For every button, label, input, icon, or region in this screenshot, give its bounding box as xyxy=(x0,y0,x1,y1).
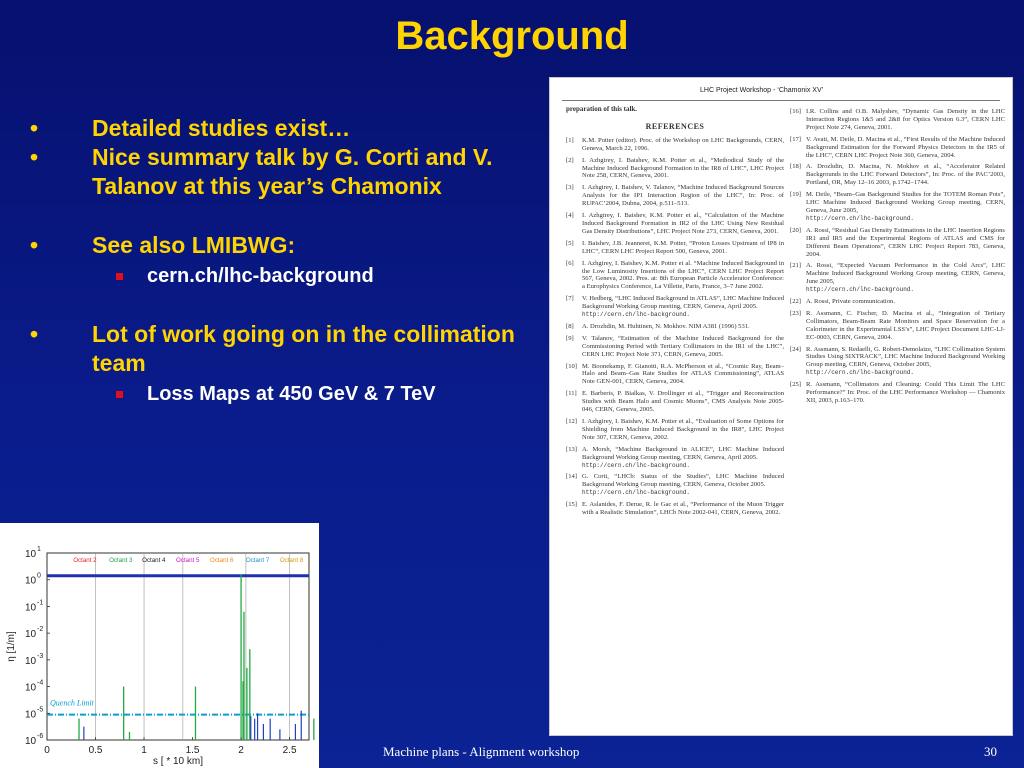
reference-url: http://cern.ch/lhc-background. xyxy=(806,286,915,294)
reference-number: [24] xyxy=(790,345,801,353)
y-tick-exponent: 1 xyxy=(37,546,41,553)
y-tick-label: 10 xyxy=(25,736,37,747)
x-tick-label: 2 xyxy=(238,745,244,756)
reference-text: A. Rossi, Private communication. xyxy=(806,298,896,306)
reference-item xyxy=(566,240,784,256)
reference-item xyxy=(790,191,1005,223)
reference-text: I. Azhgirey, I. Baishev, V. Talanov, “Machine Induced Background Sources Analysis for the IP1 Interaction Region of the LHC”, In: Proc. of RUPAC’2004, Dubna, 2004, p.511–513. xyxy=(582,184,784,208)
y-tick-label: 10 xyxy=(25,549,37,560)
reference-number: [2] xyxy=(566,156,574,164)
octant-label: Octant 2 xyxy=(73,557,97,564)
reference-number: [9] xyxy=(566,334,574,342)
bullet-text: Nice summary talk by G. Corti and V. Talanov at this year’s Chamonix xyxy=(92,144,493,199)
reference-text: V. Avati, M. Deile, D. Macina et al., “First Results of the Machine Induced Background Estimation for the Forward Physics Detectors in the IR5 of the LHC”, CERN LHC Project Note 360, Geneva, 2004. xyxy=(806,135,1005,159)
reference-text: A. Morsh, “Machine Background in ALICE”, LHC Machine Induced Background Working Group meeting, CERN, Geneva, April 2005. xyxy=(582,445,784,461)
reference-text: R. Assmann, C. Fischer, D. Macina et al., “Integration of Tertiary Collimators, Beam-Beam Rate Monitors and Space Reservation for a Calorimeter in the Experimental LSS’s”, LHC Project Document LHC-LJ-EC-0003, CERN, Geneva, 2004. xyxy=(806,309,1005,341)
y-axis-label: η [1/m] xyxy=(6,631,17,662)
reference-item xyxy=(790,108,1005,132)
x-tick-label: 2.5 xyxy=(282,745,297,756)
bullet-dot-icon: • xyxy=(30,115,39,141)
reference-number: [6] xyxy=(566,259,574,267)
loss-map-plot xyxy=(0,523,319,768)
reference-text: I. Baishev, J.B. Jeanneret, K.M. Potter, “Proton Losses Upstream of IP8 in LHC”, CERN LHC Project Report 500, Geneva, 2001. xyxy=(582,239,784,255)
reference-item xyxy=(566,157,784,181)
reference-text: A. Rossi, “Residual Gas Density Estimations in the LHC Insertion Regions IR1 and IR5 and the Experimental Regions of ATLAS and CMS for Different Beam Operations”, CERN LHC Project Report 783, Geneva, 2004. xyxy=(806,226,1005,258)
bullet-dot-icon: • xyxy=(30,321,39,347)
bullet-list xyxy=(30,114,540,408)
reference-number: [8] xyxy=(566,322,574,330)
reference-number: [4] xyxy=(566,212,574,220)
reference-item xyxy=(790,227,1005,259)
y-tick-label: 10 xyxy=(25,682,37,694)
reference-number: [3] xyxy=(566,184,574,192)
reference-number: [19] xyxy=(790,191,801,199)
bullet-item xyxy=(30,320,540,378)
paper-left-column xyxy=(566,106,784,521)
reference-number: [12] xyxy=(566,418,577,425)
reference-text: V. Talanov, “Estimation of the Machine Induced Background for the Commissioning Period with Tertiary Collimators in the IR1 of the LHC”, CERN LHC Project Note 371, CERN, Geneva, 2005. xyxy=(582,334,784,358)
x-tick-label: 1 xyxy=(141,745,147,756)
sub-bullet-item xyxy=(30,263,540,290)
reference-item xyxy=(566,260,784,292)
x-tick-label: 0.5 xyxy=(88,745,103,756)
reference-url: http://cern.ch/lhc-background. xyxy=(806,369,915,377)
references-heading: REFERENCES xyxy=(645,121,705,131)
reference-number: [10] xyxy=(566,362,577,370)
reference-url: http://cern.ch/lhc-background. xyxy=(582,489,691,497)
quench-limit-label: Quench Limit xyxy=(50,698,94,708)
reference-text: E. Aslanides, F. Derue, R. le Gac et al., “Performance of the Muon Trigger with a Realistic Simulation”, LHCb Note 2002-041, CERN, Geneva, 2002. xyxy=(582,501,784,517)
reference-number: [17] xyxy=(790,135,801,143)
slide-title: Background xyxy=(395,14,629,58)
reference-number: [13] xyxy=(566,445,577,453)
y-tick-label: 10 xyxy=(25,709,37,721)
reference-item xyxy=(566,323,784,331)
y-tick-label: 10 xyxy=(25,575,37,587)
bullet-item xyxy=(30,114,540,143)
y-tick-label: 10 xyxy=(25,602,37,614)
reference-text: I.R. Collins and O.B. Malyshev, “Dynamic Gas Density in the LHC Interaction Regions 1&5 and 2&8 for Optics Version 6.3”, CERN LHC Project Note 274, Geneva, 2001. xyxy=(806,108,1005,131)
reference-item xyxy=(790,381,1005,405)
reference-item xyxy=(790,136,1005,160)
y-tick-exponent: -1 xyxy=(37,599,44,607)
paper-prep-text: preparation of this talk. xyxy=(566,105,638,113)
octant-label: Octant 3 xyxy=(109,557,133,564)
reference-text: I. Azhgirey, I. Baishev, K.M. Potter et al., “Evaluation of Some Options for Shielding from Machine Induced Background in the IR8”, LHC Project Note 307, CERN, Geneva, 2002. xyxy=(582,418,784,441)
reference-url: http://cern.ch/lhc-background. xyxy=(582,311,691,319)
reference-number: [16] xyxy=(790,108,801,115)
x-axis-label: s [ * 10 km] xyxy=(152,756,204,767)
reference-text: R. Assmann, S. Redaelli, G. Robert-Demolaize, “LHC Collimation System Studies Using SIXTRACK”, LHC Machine Induced Background Working Group meeting, CERN, Geneva, October 2005, xyxy=(806,345,1005,369)
reference-number: [14] xyxy=(566,473,577,481)
reference-number: [7] xyxy=(566,295,574,303)
y-tick-exponent: -3 xyxy=(37,652,44,660)
bullet-text: Lot of work going on in the collimation team xyxy=(92,321,515,376)
paper-right-column xyxy=(790,108,1005,409)
octant-label: Octant 8 xyxy=(279,557,304,564)
reference-number: [5] xyxy=(566,239,574,247)
reference-item xyxy=(566,212,784,236)
reference-item xyxy=(566,137,784,153)
y-tick-exponent: 0 xyxy=(37,572,41,580)
reference-number: [18] xyxy=(790,163,801,171)
bullet-item xyxy=(30,231,540,260)
bullet-dot-icon: • xyxy=(30,232,39,258)
reference-item xyxy=(790,163,1005,187)
reference-text: M. Boonekamp, F. Gianotti, R.A. McPherson et al., “Cosmic Ray, Beam–Halo and Beam–Gas Rate Studies for ATLAS Commissioning”, ATLAS Note GEN-001, CERN, Geneva, 2004. xyxy=(582,362,784,386)
reference-item xyxy=(790,310,1005,342)
octant-label: Octant 4 xyxy=(142,557,166,564)
reference-item xyxy=(566,335,784,359)
y-tick-exponent: -2 xyxy=(37,626,44,634)
reference-text: A. Drozhdin, M. Huhtinen, N. Mokhov. NIM A381 (1996) 531. xyxy=(582,322,750,330)
reference-url: http://cern.ch/lhc-background. xyxy=(582,461,691,469)
reference-text: K.M. Potter (editor). Proc. of the Workshop on LHC Backgrounds, CERN, Geneva, March 22, 1996. xyxy=(582,136,784,152)
reference-number: [1] xyxy=(566,136,574,144)
octant-label: Octant 7 xyxy=(245,557,270,564)
reference-text: I. Azhgirey, I. Baishev, K.M. Potter et al., “Methodical Study of the Machine Induced Background Formation in the IR8 of LHC”, LHC Project Note 258, CERN, Geneva, 2001. xyxy=(582,156,784,180)
y-tick-exponent: -4 xyxy=(37,679,44,687)
bullet-text: See also LMIBWG: xyxy=(92,232,296,258)
sub-bullet-text: cern.ch/lhc-background xyxy=(147,265,374,287)
reference-number: [21] xyxy=(790,262,801,270)
reference-number: [20] xyxy=(790,226,801,234)
bullet-dot-icon: • xyxy=(30,144,39,170)
x-tick-label: 1.5 xyxy=(185,745,200,756)
reference-text: A. Rossi, “Expected Vacuum Performance in the Cold Arcs”, LHC Machine Induced Background Working Group meeting, CERN, Geneva, June 2005, xyxy=(806,262,1005,286)
paper-excerpt-image xyxy=(549,77,1013,736)
reference-item xyxy=(566,184,784,208)
square-bullet-icon xyxy=(116,391,123,398)
reference-item xyxy=(566,390,784,414)
bullet-text: Detailed studies exist… xyxy=(92,115,351,141)
sub-bullet-item xyxy=(30,381,540,408)
reference-item xyxy=(566,418,784,442)
reference-number: [23] xyxy=(790,309,801,317)
reference-item xyxy=(790,346,1005,378)
reference-text: I. Azhgirey, I. Baishev, K.M. Potter et al. “Machine Induced Background in the Low Luminosity Insertions of the LHC”, CERN LHC Project Report 567, Geneva, 2002. Pres. at: 8th European Particle Accelerator Conference: a Europhysics Conference, La Villette, Paris, France, 3–7 June 2002. xyxy=(582,259,784,291)
x-tick-label: 0 xyxy=(44,745,50,756)
reference-item xyxy=(566,446,784,470)
reference-url: http://cern.ch/lhc-background. xyxy=(806,214,915,222)
sub-bullet-text: Loss Maps at 450 GeV & 7 TeV xyxy=(147,383,436,405)
bullet-item xyxy=(30,143,540,201)
reference-item xyxy=(566,363,784,387)
reference-number: [22] xyxy=(790,298,801,306)
y-tick-exponent: -5 xyxy=(37,706,44,714)
y-tick-label: 10 xyxy=(25,655,37,667)
plot-frame xyxy=(47,553,309,740)
paper-header: LHC Project Workshop - ‘Chamonix XV’ xyxy=(700,87,824,94)
reference-text: R. Assmann, “Collimators and Cleaning: Could This Limit The LHC Performance?” In: Proc. of the LHC Performance Workshop — Chamonix XII, 2003, p.163–170. xyxy=(806,381,1005,404)
reference-text: A. Drozhdin, D. Macina, N. Mokhov et al., “Accelerator Related Backgrounds in the LHC Forward Detectors”, In: Proc. of the PAC’2003, Portland, OR, May 12–16 2003, p.1742–1744. xyxy=(806,163,1005,187)
page-number: 30 xyxy=(984,744,997,759)
reference-item xyxy=(566,501,784,517)
reference-text: V. Hedberg, “LHC Induced Background in ATLAS”, LHC Machine Induced Background Working Group meeting, CERN, Geneva, April 2005. xyxy=(582,295,784,311)
footer-text: Machine plans - Alignment workshop xyxy=(383,744,580,759)
square-bullet-icon xyxy=(116,273,123,280)
reference-item xyxy=(566,295,784,319)
reference-item xyxy=(790,298,1005,306)
reference-item xyxy=(566,473,784,497)
y-tick-label: 10 xyxy=(25,629,37,641)
y-tick-exponent: -6 xyxy=(37,733,44,740)
octant-label: Octant 6 xyxy=(210,557,234,564)
reference-text: I. Azhgirey, I. Baishev, K.M. Potter et al., “Calculation of the Machine Induced Background Formation in IR2 of the LHC Using New Residual Gas Density Distributions”, LHC Project Note 273, CERN, Geneva, 2001. xyxy=(582,212,784,235)
reference-number: [15] xyxy=(566,501,577,509)
reference-text: E. Barberis, P. Bialkas, V. Drollinger et al., “Trigger and Reconstruction Studies with Beam Halo and Cosmic Muons”, CMS Analysis Note 2005-046, CERN, Geneva, 2005. xyxy=(582,390,784,414)
octant-label: Octant 5 xyxy=(176,557,200,564)
reference-number: [11] xyxy=(566,390,577,398)
reference-text: M. Deile, “Beam–Gas Background Studies for the TOTEM Roman Pots”, LHC Machine Induced Background Working Group meeting, CERN, Geneva, June 2005, xyxy=(806,191,1005,214)
reference-text: G. Corti, “LHCb: Status of the Studies”, LHC Machine Induced Background Working Group meeting, CERN, Geneva, October 2005. xyxy=(582,473,784,489)
reference-number: [25] xyxy=(790,381,801,389)
reference-item xyxy=(790,262,1005,294)
